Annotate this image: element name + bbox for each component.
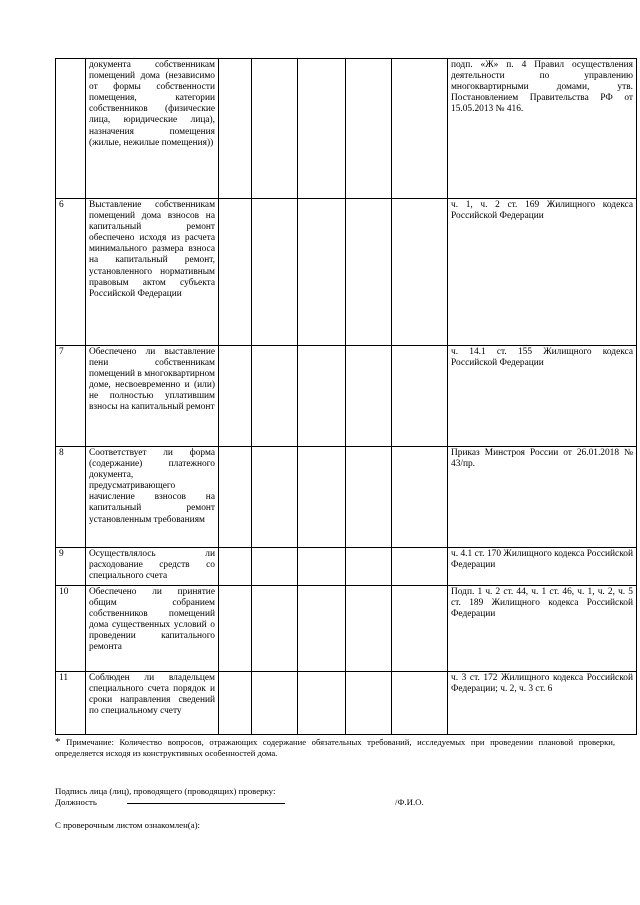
answer-cell: [252, 672, 298, 735]
row-legal-basis: ч. 1, ч. 2 ст. 169 Жилищного кодекса Российской Федерации: [448, 199, 637, 346]
position-signature-line: [127, 803, 285, 804]
answer-cell: [219, 59, 252, 199]
row-question: Соблюден ли владельцем специального счета порядок и сроки направления сведений по специальному счету: [86, 672, 219, 735]
row-number: 7: [56, 346, 86, 447]
row-number: 6: [56, 199, 86, 346]
row-question: Обеспечено ли выставление пени собственникам помещений в многоквартирном доме, несвоевременно и (или) не полностью уплатившим взносы на капитальный ремонт: [86, 346, 219, 447]
inspector-signature-caption: Подпись лица (лиц), проводящего (проводящих) проверку:: [55, 786, 276, 796]
table-row: [56, 199, 637, 346]
answer-cell: [346, 199, 392, 346]
answer-cell: [252, 59, 298, 199]
answer-cell: [392, 199, 448, 346]
checklist-table: [55, 58, 637, 735]
row-number: 8: [56, 447, 86, 548]
row-question: документа собственникам помещений дома (независимо от формы собственности помещения, категории собственников (физические лица, юридические лица), назначения помещения (жилые, нежилые помещения)): [86, 59, 219, 199]
answer-cell: [298, 199, 346, 346]
row-number: [56, 59, 86, 199]
footnote: [55, 737, 615, 759]
footnote-text: Примечание: Количество вопросов, отражающих содержание обязательных требований, исследуемых при проведении плановой проверки, определяется исходя из конструктивных особенностей дома.: [55, 737, 615, 758]
answer-cell: [392, 59, 448, 199]
answer-cell: [298, 586, 346, 672]
answer-cell: [298, 548, 346, 586]
row-number: 11: [56, 672, 86, 735]
answer-cell: [392, 548, 448, 586]
table-row: [56, 548, 637, 586]
position-label: Должность: [55, 797, 97, 807]
footnote-marker: *: [55, 736, 61, 748]
answer-cell: [346, 586, 392, 672]
answer-cell: [219, 548, 252, 586]
answer-cell: [219, 199, 252, 346]
fio-label: /Ф.И.О.: [395, 797, 424, 807]
answer-cell: [252, 199, 298, 346]
answer-cell: [219, 447, 252, 548]
answer-cell: [298, 59, 346, 199]
table-row: [56, 672, 637, 735]
answer-cell: [298, 346, 346, 447]
row-legal-basis: Подп. 1 ч. 2 ст. 44, ч. 1 ст. 46, ч. 1, ч. 2, ч. 5 ст. 189 Жилищного кодекса Российской Федерации: [448, 586, 637, 672]
answer-cell: [219, 346, 252, 447]
answer-cell: [219, 672, 252, 735]
answer-cell: [346, 346, 392, 447]
row-question: Соответствует ли форма (содержание) платежного документа, предусматривающего начисление взносов на капитальный ремонт установленным требованиям: [86, 447, 219, 548]
answer-cell: [392, 346, 448, 447]
answer-cell: [392, 672, 448, 735]
row-legal-basis: подп. «Ж» п. 4 Правил осуществления деятельности по управлению многоквартирными домами, утв. Постановлением Правительства РФ от 15.05.2013 № 416.: [448, 59, 637, 199]
answer-cell: [252, 586, 298, 672]
answer-cell: [392, 447, 448, 548]
table-row: [56, 586, 637, 672]
answer-cell: [346, 672, 392, 735]
table-row: [56, 447, 637, 548]
row-legal-basis: ч. 4.1 ст. 170 Жилищного кодекса Российской Федерации: [448, 548, 637, 586]
acquainted-caption: С проверочным листом ознакомлен(а):: [55, 820, 201, 830]
row-question: Осуществлялось ли расходование средств со специального счета: [86, 548, 219, 586]
row-question: Обеспечено ли принятие общим собранием собственников помещений дома существенных условий о проведении капитального ремонта: [86, 586, 219, 672]
answer-cell: [252, 346, 298, 447]
row-legal-basis: ч. 14.1 ст. 155 Жилищного кодекса Российской Федерации: [448, 346, 637, 447]
answer-cell: [346, 447, 392, 548]
answer-cell: [219, 586, 252, 672]
row-number: 9: [56, 548, 86, 586]
table-row: [56, 346, 637, 447]
row-legal-basis: ч. 3 ст. 172 Жилищного кодекса Российской Федерации; ч. 2, ч. 3 ст. 6: [448, 672, 637, 735]
row-number: 10: [56, 586, 86, 672]
table-row: [56, 59, 637, 199]
answer-cell: [346, 59, 392, 199]
answer-cell: [298, 447, 346, 548]
answer-cell: [346, 548, 392, 586]
checklist-body: [56, 59, 637, 735]
row-legal-basis: Приказ Минстроя России от 26.01.2018 № 43/пр.: [448, 447, 637, 548]
answer-cell: [392, 586, 448, 672]
answer-cell: [252, 447, 298, 548]
answer-cell: [252, 548, 298, 586]
answer-cell: [298, 672, 346, 735]
row-question: Выставление собственникам помещений дома взносов на капитальный ремонт обеспечено исходя из расчета минимального размера взноса на капитальный ремонт, установленного нормативным правовым актом субъекта Российской Федерации: [86, 199, 219, 346]
